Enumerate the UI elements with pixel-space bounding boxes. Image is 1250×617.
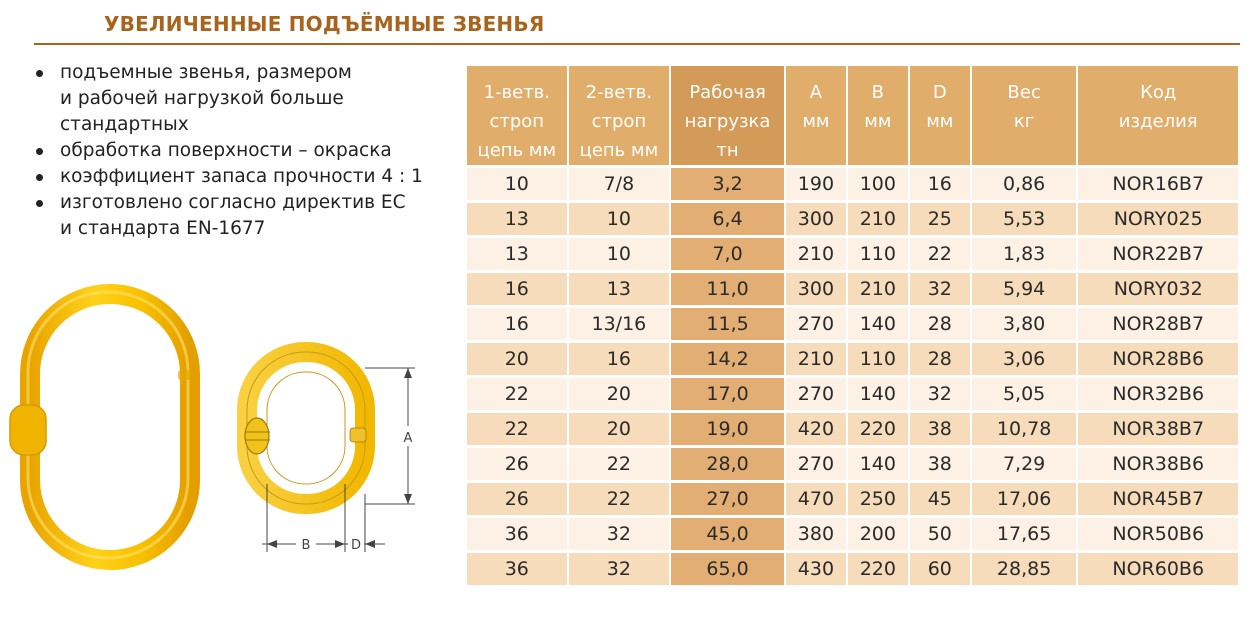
table-cell: 10 — [569, 203, 670, 235]
table-cell: 50 — [910, 518, 970, 550]
table-cell: NOR60B6 — [1078, 553, 1238, 585]
table-cell: 200 — [848, 518, 908, 550]
table-cell: 20 — [569, 413, 670, 445]
table-cell: 22 — [569, 448, 670, 480]
table-cell: 140 — [848, 448, 908, 480]
column-header: Вес кг — [972, 66, 1077, 165]
table-cell: NOR28B6 — [1078, 343, 1238, 375]
table-cell: 32 — [910, 378, 970, 410]
table-cell: 13 — [467, 238, 567, 270]
table-cell: 420 — [786, 413, 846, 445]
table-cell: 17,06 — [972, 483, 1077, 515]
table-cell: 6,4 — [671, 203, 784, 235]
feature-item — [32, 164, 452, 190]
column-header: Рабочая нагрузка тн — [671, 66, 784, 165]
table-cell: 140 — [848, 378, 908, 410]
table-cell: 32 — [910, 273, 970, 305]
table-cell: 10 — [569, 238, 670, 270]
column-header: 1-ветв. строп цепь мм — [467, 66, 567, 165]
feature-text: изготовлено согласно директив ЕС — [60, 192, 406, 213]
table-row — [467, 378, 1238, 410]
table-cell: 140 — [848, 308, 908, 340]
table-cell: 16 — [467, 308, 567, 340]
table-cell: 210 — [848, 203, 908, 235]
feature-text: подъемные звенья, размером — [60, 62, 352, 83]
table-row — [467, 203, 1238, 235]
table-cell: 110 — [848, 238, 908, 270]
column-header: D мм — [910, 66, 970, 165]
dimension-diagram — [245, 352, 416, 553]
table-cell: 45 — [910, 483, 970, 515]
table-cell: 190 — [786, 168, 846, 200]
table-cell: 16 — [467, 273, 567, 305]
table-cell: 270 — [786, 308, 846, 340]
table-row — [467, 413, 1238, 445]
table-cell: 65,0 — [671, 553, 784, 585]
product-illustration — [0, 270, 460, 590]
table-cell: 300 — [786, 203, 846, 235]
table-cell: 7,0 — [671, 238, 784, 270]
table-cell: 28,85 — [972, 553, 1077, 585]
table-cell: NOR50B6 — [1078, 518, 1238, 550]
table-cell: NOR45B7 — [1078, 483, 1238, 515]
table-row — [467, 518, 1238, 550]
column-header: 2-ветв. строп цепь мм — [569, 66, 670, 165]
table-cell: 7/8 — [569, 168, 670, 200]
table-cell: 11,0 — [671, 273, 784, 305]
table-cell: 22 — [467, 378, 567, 410]
table-cell: 100 — [848, 168, 908, 200]
table-cell: NOR22B7 — [1078, 238, 1238, 270]
table-cell: 1,83 — [972, 238, 1077, 270]
table-cell: 19,0 — [671, 413, 784, 445]
table-row — [467, 448, 1238, 480]
table-row — [467, 238, 1238, 270]
table-cell: 470 — [786, 483, 846, 515]
table-cell: 22 — [467, 413, 567, 445]
table-cell: NORY032 — [1078, 273, 1238, 305]
table-cell: 250 — [848, 483, 908, 515]
table-cell: 32 — [569, 518, 670, 550]
table-cell: 5,53 — [972, 203, 1077, 235]
table-cell: 430 — [786, 553, 846, 585]
table-cell: 11,5 — [671, 308, 784, 340]
table-row — [467, 308, 1238, 340]
table-cell: 16 — [910, 168, 970, 200]
table-cell: 220 — [848, 413, 908, 445]
feature-text: и рабочей нагрузкой больше — [60, 88, 344, 109]
table-cell: 3,06 — [972, 343, 1077, 375]
table-cell: NOR38B7 — [1078, 413, 1238, 445]
table-cell: 17,65 — [972, 518, 1077, 550]
table-cell: 26 — [467, 483, 567, 515]
table-cell: 10,78 — [972, 413, 1077, 445]
table-cell: 36 — [467, 553, 567, 585]
table-row — [467, 553, 1238, 585]
table-cell: 300 — [786, 273, 846, 305]
table-cell: 220 — [848, 553, 908, 585]
table-cell: 210 — [786, 343, 846, 375]
table-cell: NOR16B7 — [1078, 168, 1238, 200]
table-cell: 45,0 — [671, 518, 784, 550]
table-cell: 270 — [786, 448, 846, 480]
table-cell: NOR38B6 — [1078, 448, 1238, 480]
table-row — [467, 343, 1238, 375]
column-header: A мм — [786, 66, 846, 165]
column-header: Код изделия — [1078, 66, 1238, 165]
table-cell: 28 — [910, 343, 970, 375]
table-row — [467, 483, 1238, 515]
feature-list — [32, 60, 452, 242]
table-cell: 13/16 — [569, 308, 670, 340]
dimension-label-d: D — [350, 538, 362, 553]
table-cell: 13 — [467, 203, 567, 235]
table-cell: 210 — [786, 238, 846, 270]
table-cell: 270 — [786, 378, 846, 410]
table-cell: 22 — [910, 238, 970, 270]
page-title: УВЕЛИЧЕННЫЕ ПОДЪЁМНЫЕ ЗВЕНЬЯ — [104, 12, 545, 36]
table-cell: 3,80 — [972, 308, 1077, 340]
table-row — [467, 168, 1238, 200]
table-cell: 3,2 — [671, 168, 784, 200]
feature-text: обработка поверхности – окраска — [60, 140, 392, 161]
feature-item — [32, 138, 452, 164]
table-cell: 10 — [467, 168, 567, 200]
table-cell: 60 — [910, 553, 970, 585]
table-cell: NORY025 — [1078, 203, 1238, 235]
feature-text: коэффициент запаса прочности 4 : 1 — [60, 166, 423, 187]
spec-table — [465, 63, 1240, 588]
column-header: B мм — [848, 66, 908, 165]
table-cell: NOR28B7 — [1078, 308, 1238, 340]
table-cell: 13 — [569, 273, 670, 305]
table-cell: 20 — [569, 378, 670, 410]
feature-text: стандартных — [60, 114, 189, 135]
table-cell: 0,86 — [972, 168, 1077, 200]
table-cell: 36 — [467, 518, 567, 550]
table-cell: 22 — [569, 483, 670, 515]
table-cell: 38 — [910, 413, 970, 445]
table-cell: 25 — [910, 203, 970, 235]
table-cell: 26 — [467, 448, 567, 480]
table-cell: 38 — [910, 448, 970, 480]
table-cell: 210 — [848, 273, 908, 305]
feature-item — [32, 190, 452, 242]
table-cell: 17,0 — [671, 378, 784, 410]
feature-item — [32, 60, 452, 138]
table-cell: 5,94 — [972, 273, 1077, 305]
table-cell: 27,0 — [671, 483, 784, 515]
master-link-photo — [10, 292, 190, 560]
table-cell: 14,2 — [671, 343, 784, 375]
table-row — [467, 273, 1238, 305]
table-cell: 5,05 — [972, 378, 1077, 410]
table-cell: 32 — [569, 553, 670, 585]
table-cell: 380 — [786, 518, 846, 550]
table-header-row — [467, 66, 1238, 165]
title-divider — [34, 43, 1240, 45]
dimension-label-a: A — [403, 431, 413, 446]
table-cell: 110 — [848, 343, 908, 375]
table-cell: 28,0 — [671, 448, 784, 480]
dimension-label-b: B — [301, 538, 311, 553]
table-cell: 28 — [910, 308, 970, 340]
table-cell: 7,29 — [972, 448, 1077, 480]
table-cell: 16 — [569, 343, 670, 375]
feature-text: и стандарта EN-1677 — [60, 218, 266, 239]
table-cell: NOR32B6 — [1078, 378, 1238, 410]
table-cell: 20 — [467, 343, 567, 375]
